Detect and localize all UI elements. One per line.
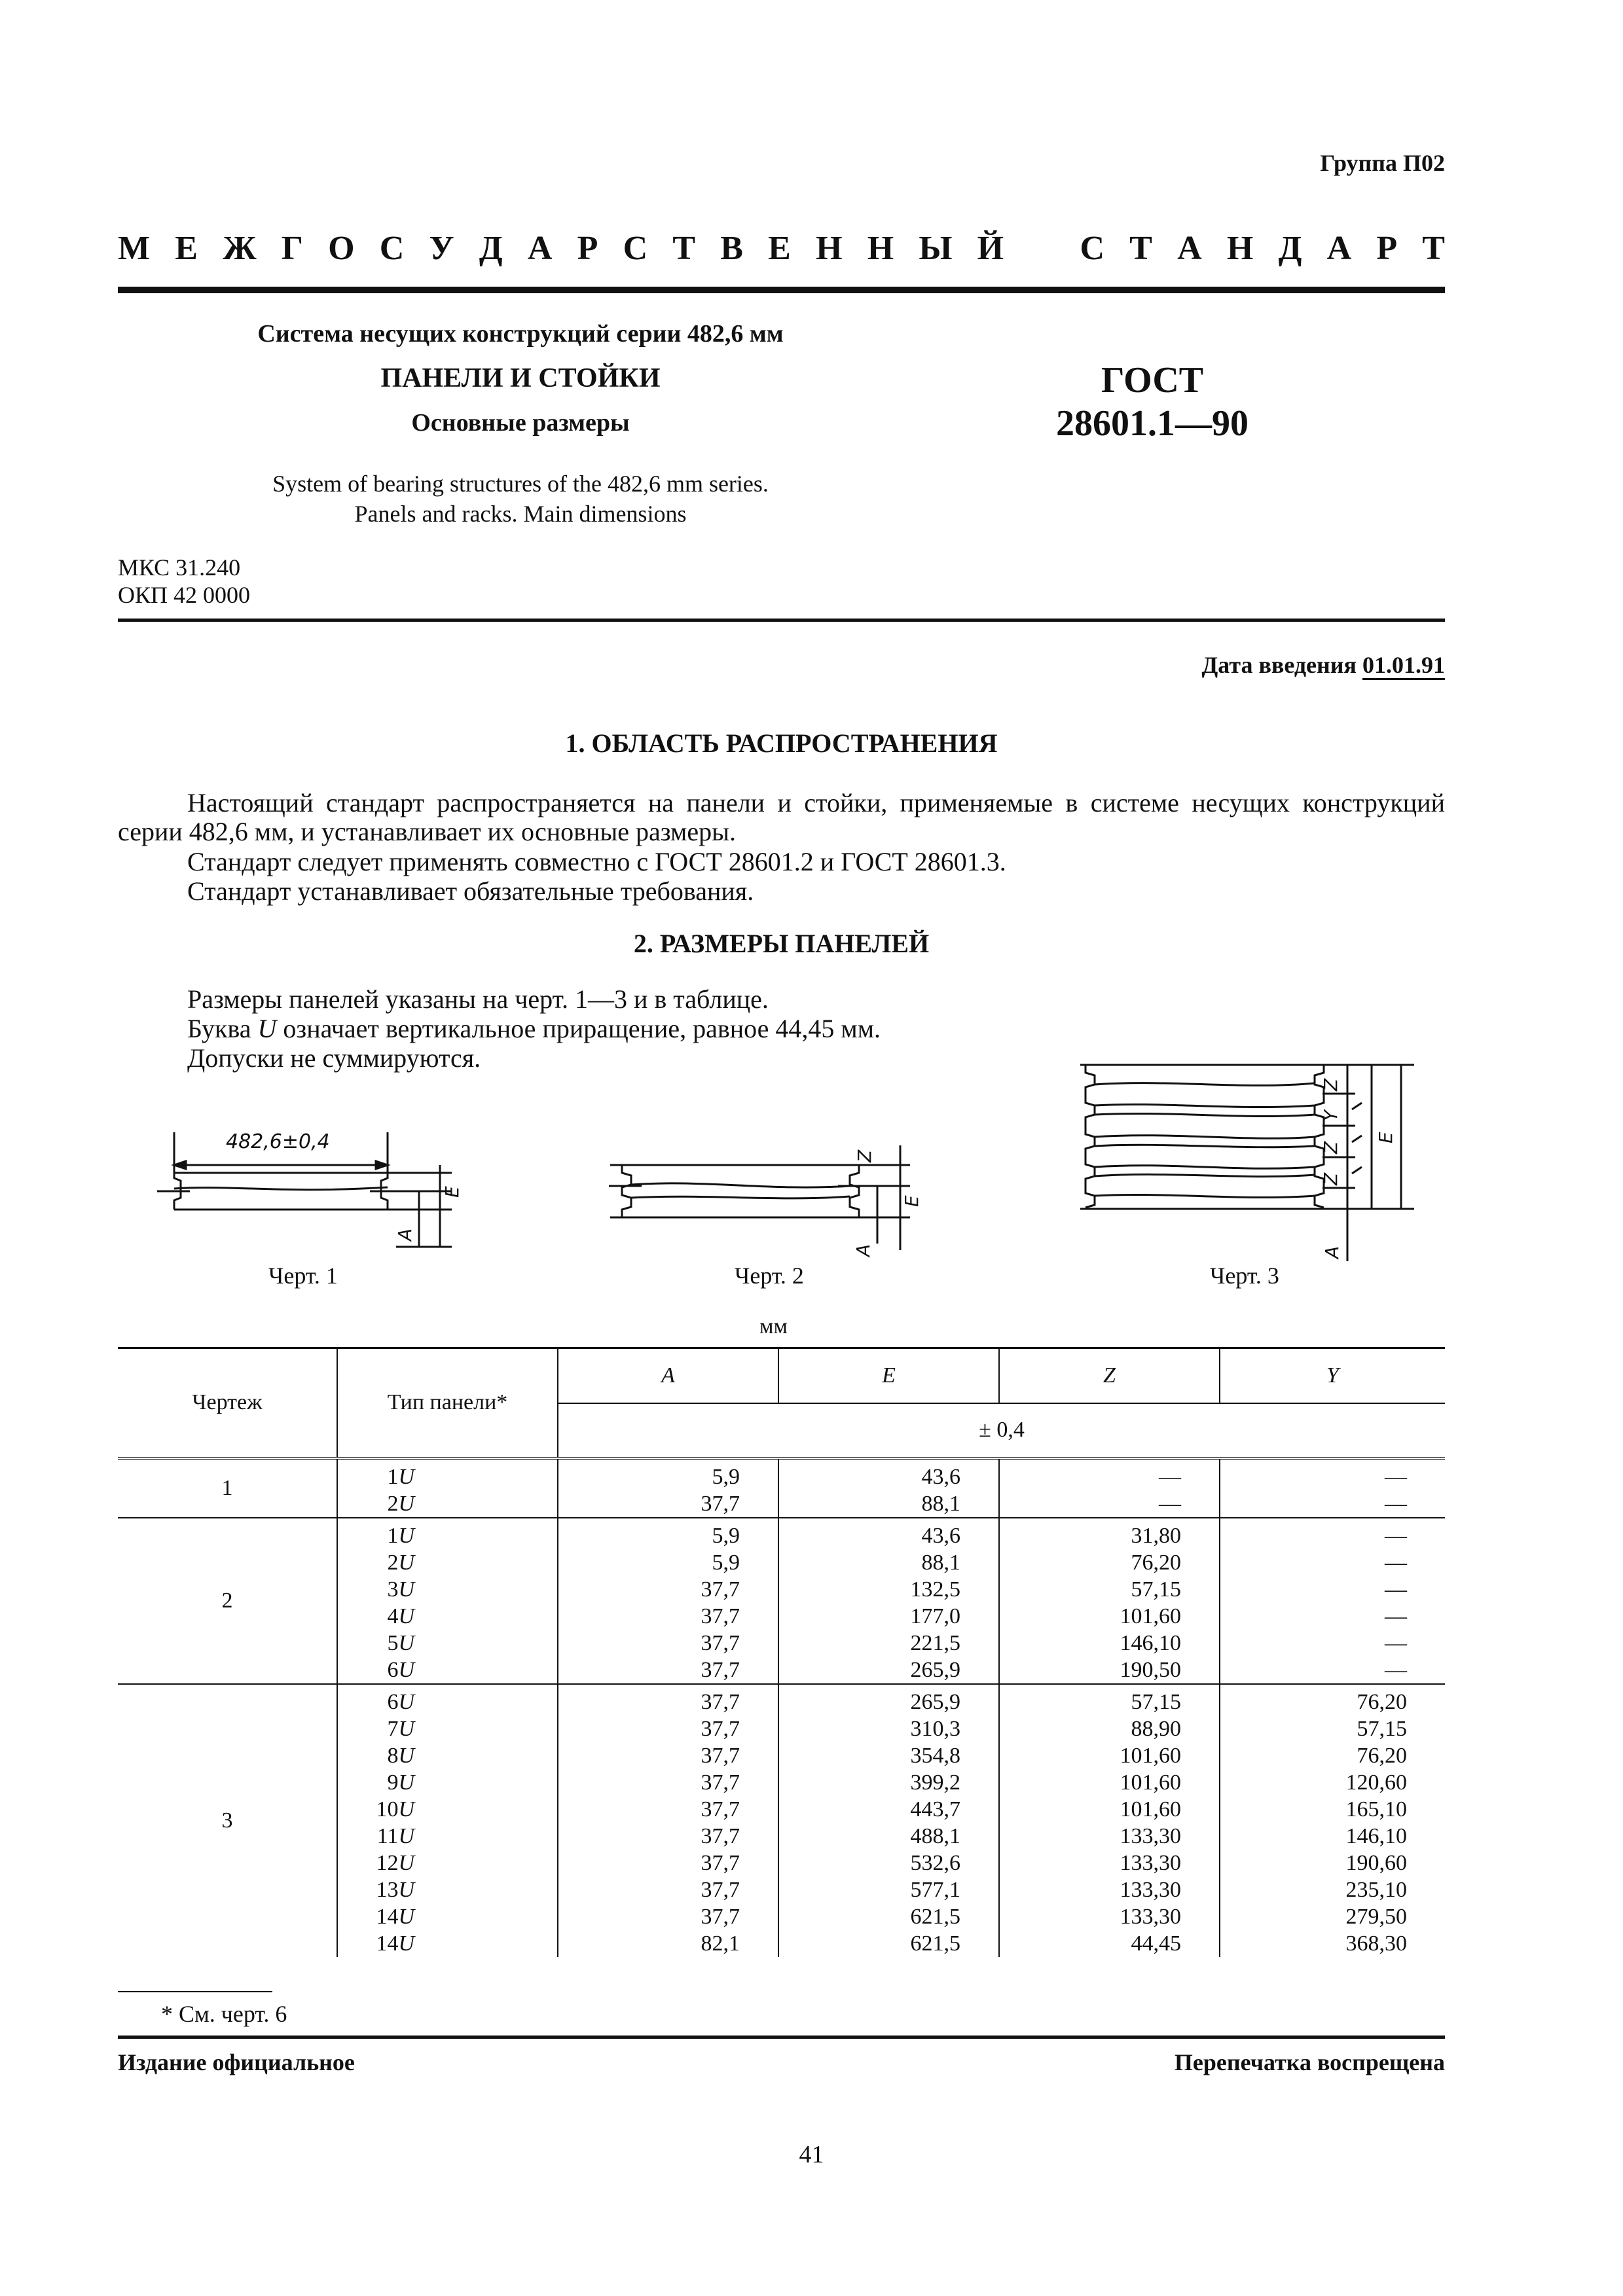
text-run: Буква: [187, 1014, 258, 1043]
cell-y: 368,30: [1220, 1930, 1445, 1957]
cell-e: 132,5: [778, 1576, 999, 1603]
okp-code: ОКП 42 0000: [118, 582, 251, 608]
cell-y: —: [1220, 1549, 1445, 1576]
header-tolerance: ± 0,4: [558, 1403, 1445, 1458]
panel-type-unit: U: [398, 1657, 414, 1682]
gost-label: ГОСТ: [1101, 360, 1204, 401]
header-e: E: [778, 1348, 999, 1403]
cell-y: 76,20: [1220, 1684, 1445, 1715]
banner-letter: Г: [281, 230, 303, 267]
cell-z: 57,15: [999, 1684, 1220, 1715]
cell-a: 5,9: [558, 1549, 778, 1576]
cell-drawing: 1: [118, 1458, 337, 1518]
cell-e: 177,0: [778, 1603, 999, 1630]
banner-letter: Р: [577, 230, 598, 267]
section-2-paragraph: [118, 1014, 1034, 1043]
drawing-3-caption: Черт. 3: [1210, 1263, 1279, 1289]
cell-z: 133,30: [999, 1876, 1220, 1903]
section-1-paragraph: Стандарт устанавливает обязательные требования.: [187, 876, 754, 906]
panel-type-unit: U: [398, 1491, 414, 1516]
drawing-2-caption: Черт. 2: [735, 1263, 804, 1289]
banner-letter: Т: [672, 230, 696, 267]
gost-number: 28601.1—90: [1056, 403, 1249, 444]
cell-panel-type: [337, 1769, 558, 1796]
cell-panel-type: [337, 1742, 558, 1769]
cell-y: 165,10: [1220, 1796, 1445, 1823]
drawing-3-label-z: Z: [1320, 1172, 1341, 1185]
panel-type-number: 12: [376, 1850, 399, 1875]
panel-type-number: 3: [387, 1577, 399, 1602]
banner-letter: Н: [1226, 230, 1254, 267]
title-rule: [118, 619, 1445, 622]
footnote-rule: [118, 1991, 272, 1992]
section-1-heading: 1. ОБЛАСТЬ РАСПРОСТРАНЕНИЯ: [565, 728, 998, 758]
cell-drawing: 3: [221, 1808, 233, 1833]
cell-y: —: [1220, 1576, 1445, 1603]
cell-y: —: [1220, 1490, 1445, 1518]
banner-letter: М: [118, 230, 151, 267]
panel-type-number: 2: [387, 1491, 399, 1516]
title-block: [118, 319, 923, 529]
panel-type-number: 2: [387, 1550, 399, 1575]
cell-drawing: 2: [118, 1518, 337, 1684]
drawing-1-dimension: 482,6±0,4: [226, 1130, 330, 1153]
cell-e: 88,1: [778, 1490, 999, 1518]
cell-panel-type: [337, 1876, 558, 1903]
english-title-line: Panels and racks. Main dimensions: [354, 501, 687, 527]
cell-y: —: [1220, 1630, 1445, 1657]
panel-type-number: 7: [387, 1716, 399, 1741]
date-label: Дата введения: [1201, 652, 1357, 678]
cell-e: 621,5: [778, 1903, 999, 1930]
banner-letter: Т: [1129, 230, 1152, 267]
main-title: ПАНЕЛИ И СТОЙКИ: [380, 363, 661, 393]
panel-type-unit: U: [398, 1823, 414, 1848]
cell-e: 443,7: [778, 1796, 999, 1823]
drawing-2-label-a: A: [852, 1244, 874, 1257]
cell-a: 37,7: [558, 1684, 778, 1715]
cell-e: 354,8: [778, 1742, 999, 1769]
section-1-paragraph: Настоящий стандарт распространяется на панели и стойки, применяемые в системе несущих конструкций серии 482,6 мм, и устанавливает их основные размеры.: [118, 788, 1445, 846]
panel-type-number: 8: [387, 1743, 399, 1768]
cell-z: 76,20: [999, 1549, 1220, 1576]
cell-panel-type: [337, 1458, 558, 1490]
panel-type-unit: U: [398, 1523, 414, 1548]
cell-panel-type: [337, 1603, 558, 1630]
panel-type-number: 14: [376, 1904, 399, 1929]
drawing-3-label-y: Y: [1320, 1109, 1341, 1121]
panel-type-unit: U: [398, 1770, 414, 1795]
header-y: Y: [1220, 1348, 1445, 1403]
cell-panel-type: [337, 1823, 558, 1850]
footer-rule: [118, 2036, 1445, 2039]
header-z: Z: [999, 1348, 1220, 1403]
panel-type-number: 10: [376, 1797, 399, 1821]
panel-type-unit: U: [398, 1904, 414, 1929]
header-panel-type: Тип панели*: [337, 1348, 558, 1458]
cell-z: 31,80: [999, 1518, 1220, 1549]
cell-e: 310,3: [778, 1715, 999, 1742]
cell-a: 5,9: [558, 1518, 778, 1549]
section-2-paragraph: Допуски не суммируются.: [187, 1043, 481, 1073]
banner-letter: Д: [1278, 230, 1302, 267]
cell-a: 37,7: [558, 1603, 778, 1630]
cell-y: 235,10: [1220, 1876, 1445, 1903]
panel-type-number: 14: [376, 1931, 399, 1956]
cell-z: 101,60: [999, 1769, 1220, 1796]
banner-letter: С: [1080, 230, 1105, 267]
panel-type-number: 11: [376, 1823, 399, 1848]
cell-a: 37,7: [558, 1576, 778, 1603]
drawing-3: [1074, 1050, 1440, 1263]
section-2-paragraph: Размеры панелей указаны на черт. 1—3 и в таблице.: [187, 984, 769, 1014]
panel-type-number: 1: [387, 1523, 399, 1548]
panel-type-unit: U: [398, 1550, 414, 1575]
drawing-3-label-z: Z: [1320, 1141, 1341, 1154]
panel-type-unit: U: [398, 1716, 414, 1741]
cell-a: 37,7: [558, 1823, 778, 1850]
drawing-3-label-z: Z: [1320, 1078, 1341, 1091]
banner-letter: Й: [977, 230, 1004, 267]
cell-e: 621,5: [778, 1930, 999, 1957]
cell-y: —: [1220, 1458, 1445, 1490]
drawing-1-label-e: E: [441, 1186, 463, 1198]
cell-y: 57,15: [1220, 1715, 1445, 1742]
cell-z: 101,60: [999, 1742, 1220, 1769]
table-row: [118, 1518, 1445, 1549]
panel-type-unit: U: [398, 1743, 414, 1768]
banner-letter: А: [527, 230, 553, 267]
panel-type-unit: U: [398, 1931, 414, 1956]
cell-z: 44,45: [999, 1930, 1220, 1957]
header-drawing: Чертеж: [118, 1348, 337, 1458]
cell-y: 279,50: [1220, 1903, 1445, 1930]
cell-y: —: [1220, 1603, 1445, 1630]
cell-panel-type: [337, 1518, 558, 1549]
header-rule: [118, 287, 1445, 293]
cell-y: 146,10: [1220, 1823, 1445, 1850]
panel-type-unit: U: [398, 1604, 414, 1628]
cell-panel-type: [337, 1549, 558, 1576]
gost-number-block: [1021, 359, 1283, 445]
cell-a: 37,7: [558, 1742, 778, 1769]
panel-type-unit: U: [398, 1797, 414, 1821]
cell-panel-type: [337, 1490, 558, 1518]
banner-letter: Ы: [919, 230, 953, 267]
drawing-3-label-a: A: [1321, 1246, 1343, 1259]
drawing-1-caption: Черт. 1: [268, 1263, 338, 1289]
english-title-line: System of bearing structures of the 482,6 mm series.: [272, 471, 769, 497]
cell-e: 43,6: [778, 1458, 999, 1490]
banner-letter: В: [720, 230, 743, 267]
section-2-heading: 2. РАЗМЕРЫ ПАНЕЛЕЙ: [633, 929, 930, 958]
banner-letter: С: [623, 230, 648, 267]
banner-letter: А: [1177, 230, 1202, 267]
panel-type-unit: U: [398, 1850, 414, 1875]
banner-letter: О: [328, 230, 355, 267]
cell-a: 82,1: [558, 1930, 778, 1957]
dimensions-table: [118, 1347, 1445, 1957]
edition-label: Издание официальное: [118, 2049, 355, 2075]
cell-y: 190,60: [1220, 1850, 1445, 1876]
cell-panel-type: [337, 1930, 558, 1957]
banner-letter: Р: [1376, 230, 1398, 267]
panel-type-number: 6: [387, 1689, 399, 1714]
cell-z: 101,60: [999, 1796, 1220, 1823]
cell-e: 88,1: [778, 1549, 999, 1576]
cell-panel-type: [337, 1850, 558, 1876]
drawing-3-label-e: E: [1375, 1132, 1396, 1143]
table-unit: мм: [759, 1314, 788, 1338]
banner-letter: А: [1326, 230, 1352, 267]
panel-type-number: 1: [387, 1464, 399, 1489]
cell-a: 37,7: [558, 1657, 778, 1684]
panel-type-unit: U: [398, 1577, 414, 1602]
cell-e: 265,9: [778, 1684, 999, 1715]
table-row: [118, 1684, 1445, 1715]
cell-z: 146,10: [999, 1630, 1220, 1657]
date-of-introduction: [1202, 651, 1446, 679]
cell-y: —: [1220, 1518, 1445, 1549]
classification-codes: [118, 554, 250, 609]
variable-u: U: [257, 1014, 277, 1043]
date-value: 01.01.91: [1362, 652, 1445, 678]
panel-type-unit: U: [398, 1630, 414, 1655]
cell-z: —: [999, 1490, 1220, 1518]
cell-z: 133,30: [999, 1823, 1220, 1850]
cell-panel-type: [337, 1657, 558, 1684]
cell-panel-type: [337, 1715, 558, 1742]
interstate-standard-banner: [118, 229, 1445, 268]
banner-letter: Е: [768, 230, 791, 267]
banner-letter: Е: [175, 230, 198, 267]
panel-type-number: 4: [387, 1604, 399, 1628]
banner-letter: У: [429, 230, 454, 267]
cell-panel-type: [337, 1796, 558, 1823]
cell-a: 37,7: [558, 1769, 778, 1796]
panel-type-number: 9: [387, 1770, 399, 1795]
cell-z: 133,30: [999, 1903, 1220, 1930]
cell-y: —: [1220, 1657, 1445, 1684]
panel-type-number: 13: [376, 1877, 399, 1902]
cell-a: 37,7: [558, 1630, 778, 1657]
panel-type-number: 6: [387, 1657, 399, 1682]
text-run: означает вертикальное приращение, равное 44,45 мм.: [276, 1014, 881, 1043]
english-title: [118, 469, 923, 529]
drawing-2-label-z: Z: [854, 1149, 875, 1162]
cell-a: 37,7: [558, 1715, 778, 1742]
cell-z: 190,50: [999, 1657, 1220, 1684]
cell-panel-type: [337, 1630, 558, 1657]
banner-letter: Т: [1422, 230, 1445, 267]
group-code: Группа П02: [1320, 150, 1445, 176]
system-title: Система несущих конструкций серии 482,6 мм: [257, 320, 784, 348]
panel-type-unit: U: [398, 1464, 414, 1489]
banner-letter: Н: [816, 230, 843, 267]
cell-a: 37,7: [558, 1796, 778, 1823]
footnote: * См. черт. 6: [161, 2001, 287, 2027]
cell-e: 532,6: [778, 1850, 999, 1876]
cell-z: 88,90: [999, 1715, 1220, 1742]
cell-a: 37,7: [558, 1490, 778, 1518]
table-body: [118, 1458, 1445, 1957]
banner-letter: Н: [867, 230, 894, 267]
cell-a: 5,9: [558, 1458, 778, 1490]
sub-title: Основные размеры: [411, 409, 630, 437]
drawing-1: [151, 1113, 491, 1270]
panel-type-unit: U: [398, 1877, 414, 1902]
cell-y: 76,20: [1220, 1742, 1445, 1769]
mks-code: МКС 31.240: [118, 554, 241, 581]
cell-a: 37,7: [558, 1876, 778, 1903]
cell-z: —: [999, 1458, 1220, 1490]
drawing-2: [602, 1126, 943, 1263]
cell-z: 101,60: [999, 1603, 1220, 1630]
banner-letter: Д: [479, 230, 503, 267]
cell-e: 577,1: [778, 1876, 999, 1903]
cell-e: 488,1: [778, 1823, 999, 1850]
cell-e: 399,2: [778, 1769, 999, 1796]
drawing-2-label-e: E: [901, 1195, 922, 1207]
cell-y: 120,60: [1220, 1769, 1445, 1796]
cell-a: 37,7: [558, 1903, 778, 1930]
cell-panel-type: [337, 1903, 558, 1930]
banner-letter: [1029, 229, 1055, 268]
section-1-paragraph: Стандарт следует применять совместно с ГОСТ 28601.2 и ГОСТ 28601.3.: [187, 847, 1006, 876]
cell-e: 265,9: [778, 1657, 999, 1684]
cell-e: 43,6: [778, 1518, 999, 1549]
cell-e: 221,5: [778, 1630, 999, 1657]
page-number: 41: [799, 2141, 824, 2168]
cell-z: 57,15: [999, 1576, 1220, 1603]
header-a: A: [558, 1348, 778, 1403]
banner-letter: С: [379, 230, 405, 267]
cell-z: 133,30: [999, 1850, 1220, 1876]
cell-panel-type: [337, 1684, 558, 1715]
drawing-1-label-a: A: [394, 1228, 416, 1241]
panel-type-number: 5: [387, 1630, 399, 1655]
banner-letter: Ж: [223, 230, 257, 267]
cell-panel-type: [337, 1576, 558, 1603]
panel-type-unit: U: [398, 1689, 414, 1714]
reprint-notice: Перепечатка воспрещена: [1174, 2049, 1445, 2075]
cell-a: 37,7: [558, 1850, 778, 1876]
table-row: [118, 1458, 1445, 1490]
